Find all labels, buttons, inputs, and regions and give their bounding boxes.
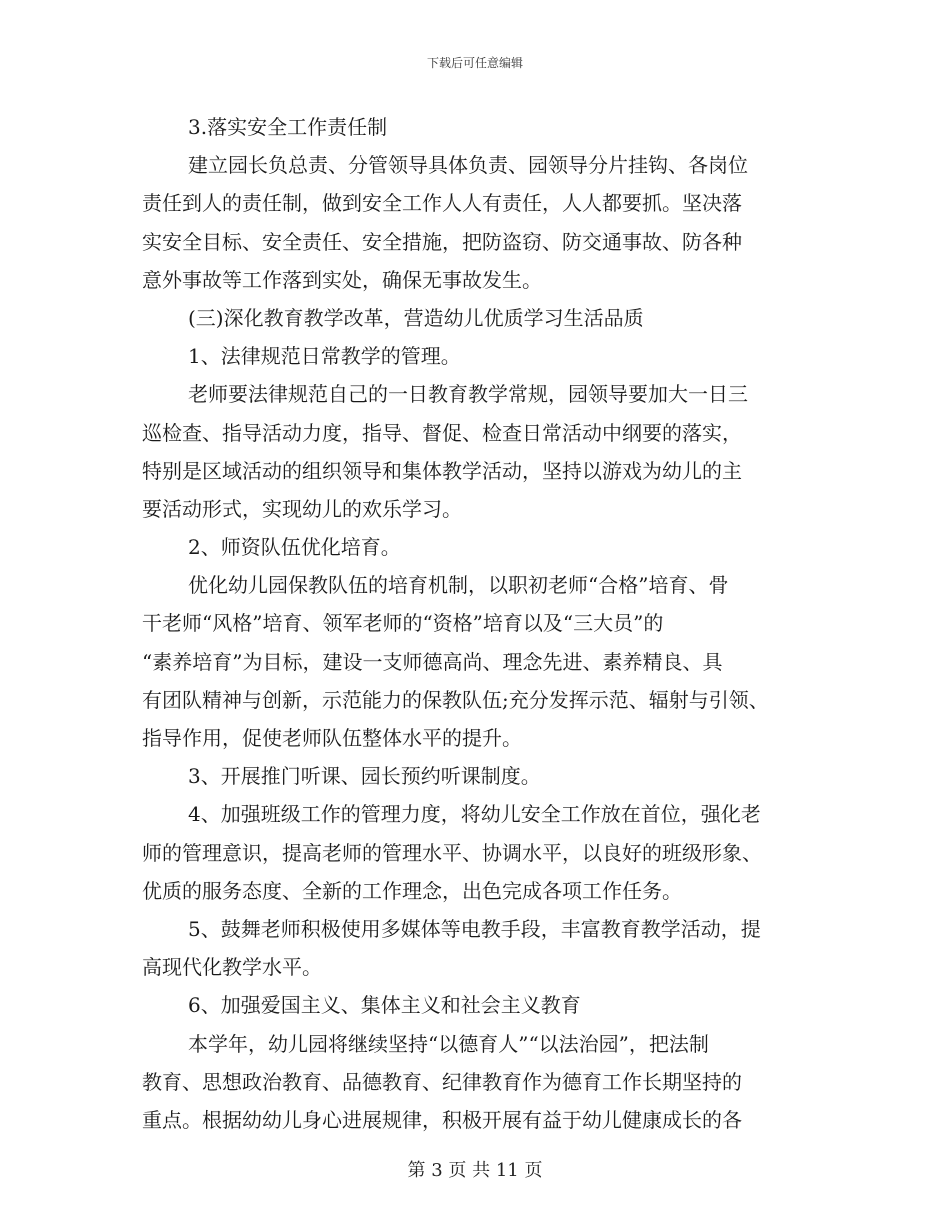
text-line: 意外事故等工作落到实处，确保无事故发生。	[142, 267, 542, 292]
text-line: 6、加强爱国主义、集体主义和社会主义教育	[188, 993, 581, 1018]
text-line: 干老师“风格”培育、领军老师的“资格”培育以及“三大员”的	[142, 611, 664, 636]
text-line: 教育、思想政治教育、品德教育、纪律教育作为德育工作长期坚持的	[142, 1069, 742, 1094]
page-header: 下载后可任意编辑	[426, 56, 523, 70]
text-line: 1、法律规范日常教学的管理。	[188, 344, 461, 369]
text-line: 有团队精神与创新，示范能力的保教队伍;充分发挥示范、辐射与引领、	[142, 687, 769, 712]
text-line: 师的管理意识，提高老师的管理水平、协调水平，以良好的班级形象、	[142, 840, 762, 865]
text-line: 老师要法律规范自己的一日教育教学常规，园领导要加大一日三	[188, 382, 748, 407]
text-line: 实安全目标、安全责任、安全措施，把防盗窃、防交通事故、防各种	[142, 229, 742, 254]
text-line: 高现代化教学水平。	[142, 955, 322, 980]
text-line: 优化幼儿园保教队伍的培育机制，以职初老师“合格”培育、骨	[188, 573, 729, 598]
text-line: 指导作用，促使老师队伍整体水平的提升。	[142, 726, 522, 750]
text-line: 建立园长负总责、分管领导具体负责、园领导分片挂钩、各岗位	[188, 153, 748, 178]
text-line: 4、加强班级工作的管理力度，将幼儿安全工作放在首位，强化老	[188, 802, 761, 827]
text-line: 要活动形式，实现幼儿的欢乐学习。	[142, 496, 462, 521]
text-line: 优质的服务态度、全新的工作理念，出色完成各项工作任务。	[142, 878, 682, 903]
page-number: 第 3 页 共 11 页	[407, 1160, 543, 1181]
text-line: 重点。根据幼幼儿身心进展规律，积极开展有益于幼儿健康成长的各	[142, 1107, 742, 1132]
text-line: 2、师资队伍优化培育。	[188, 535, 401, 560]
document-body	[142, 108, 832, 1139]
text-line: 责任到人的责任制，做到安全工作人人有责任，人人都要抓。坚决落	[142, 191, 742, 216]
text-line: 特别是区域活动的组织领导和集体教学活动，坚持以游戏为幼儿的主	[142, 458, 742, 483]
text-line: 3、开展推门听课、园长预约听课制度。	[188, 764, 541, 789]
text-line: “素养培育”为目标，建设一支师德高尚、理念先进、素养精良、具	[142, 649, 723, 674]
text-line: 3.落实安全工作责任制	[188, 115, 388, 139]
text-line: 本学年，幼儿园将继续坚持“以德育人”“以法治园”，把法制	[188, 1031, 709, 1056]
text-line: 5、鼓舞老师积极使用多媒体等电教手段，丰富教育教学活动，提	[188, 916, 761, 941]
text-line: 巡检查、指导活动力度，指导、督促、检查日常活动中纲要的落实，	[142, 420, 742, 445]
text-line: (三)深化教育教学改革，营造幼儿优质学习生活品质	[188, 305, 644, 330]
